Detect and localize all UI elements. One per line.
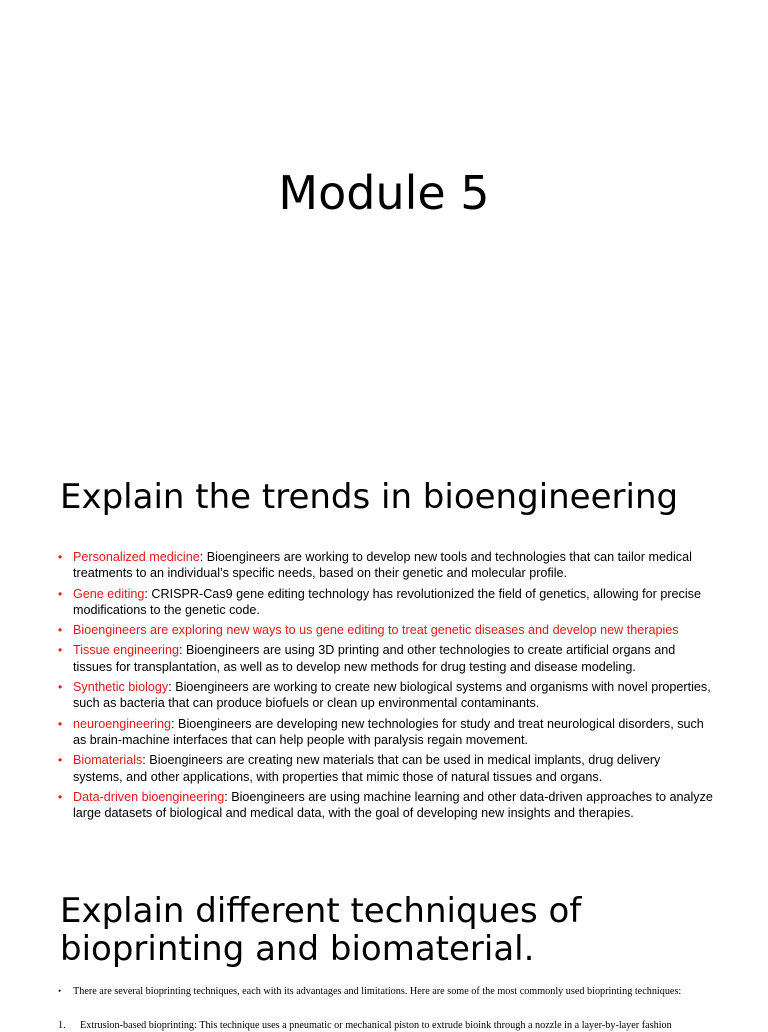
bullet-icon: •: [58, 716, 63, 731]
trend-description: : Bioengineers are using machine learning and other data-driven approaches to analyze large datasets of biological and medical data, with the goal of developing new insights and therapies.: [73, 789, 713, 821]
cutoff-item: [58, 1019, 710, 1031]
trends-heading: Explain the trends in bioengineering: [60, 477, 679, 517]
trend-description: : Bioengineers are using 3D printing and other technologies to create artificial organs and tissues for transplantation, as well as to develop new methods for drug testing and disease modeling.: [73, 643, 676, 674]
trend-term: Personalized medicine: [73, 550, 200, 564]
list-item: [58, 716, 713, 749]
bullet-icon: •: [58, 586, 63, 601]
bullet-icon: •: [58, 623, 63, 638]
list-item: [58, 789, 713, 822]
trend-term: Gene editing: [73, 586, 145, 601]
bullet-icon: •: [58, 789, 63, 804]
trend-term: Data-driven bioengineering: [73, 789, 225, 804]
trend-term: Synthetic biology: [73, 680, 169, 695]
bioprinting-heading: Explain different techniques of bioprinting and biomaterial.: [60, 891, 582, 969]
list-item: [58, 985, 710, 998]
list-item: [58, 622, 713, 638]
bullet-icon: •: [58, 643, 63, 658]
item-number: 1.: [58, 1020, 66, 1031]
module-title: Module 5: [278, 166, 490, 220]
trend-description: : CRISPR-Cas9 gene editing technology has revolutionized the field of genetics, allowing for precise modifications to the genetic code.: [73, 586, 701, 617]
list-item: [58, 679, 713, 712]
trend-description: : Bioengineers are working to develop new tools and technologies that can tailor medical treatments to an individual’s specific needs, based on their genetic and molecular profile.: [73, 550, 692, 581]
list-item: [58, 642, 713, 675]
bullet-icon: •: [58, 753, 63, 768]
trend-description: : Bioengineers are working to create new biological systems and organisms with novel properties, such as bacteria that can produce biofuels or clean up environmental contaminants.: [73, 680, 711, 711]
trends-list: [58, 549, 713, 825]
trend-term: neuroengineering: [73, 716, 172, 731]
bioprinting-intro: There are several bioprinting techniques, each with its advantages and limitations. Here are some of the most commonly used bioprinting techniques:: [73, 986, 682, 997]
trend-term: Biomaterials: [73, 753, 143, 768]
bullet-icon: •: [58, 680, 63, 695]
list-item: [58, 752, 713, 785]
list-item: [58, 586, 713, 619]
trend-description: : Bioengineers are developing new technologies for study and treat neurological disorders, such as brain-machine interfaces that can help people with paralysis regain movement.: [73, 716, 704, 747]
list-item: [58, 549, 713, 582]
trend-term: Bioengineers are exploring new ways to us gene editing to treat genetic diseases and develop new therapies: [73, 623, 679, 638]
trend-description: : Bioengineers are creating new materials that can be used in medical implants, drug delivery systems, and other applications, with properties that mimic those of natural tissues and organs.: [73, 753, 661, 784]
bullet-icon: •: [58, 986, 62, 996]
bioprinting-list: [58, 985, 710, 998]
trend-term: Tissue engineering: [73, 643, 179, 658]
item-text: Extrusion-based bioprinting: This technique uses a pneumatic or mechanical piston to extrude bioink through a nozzle in a layer-by-layer fashion: [80, 1020, 672, 1031]
bullet-icon: •: [58, 550, 63, 564]
